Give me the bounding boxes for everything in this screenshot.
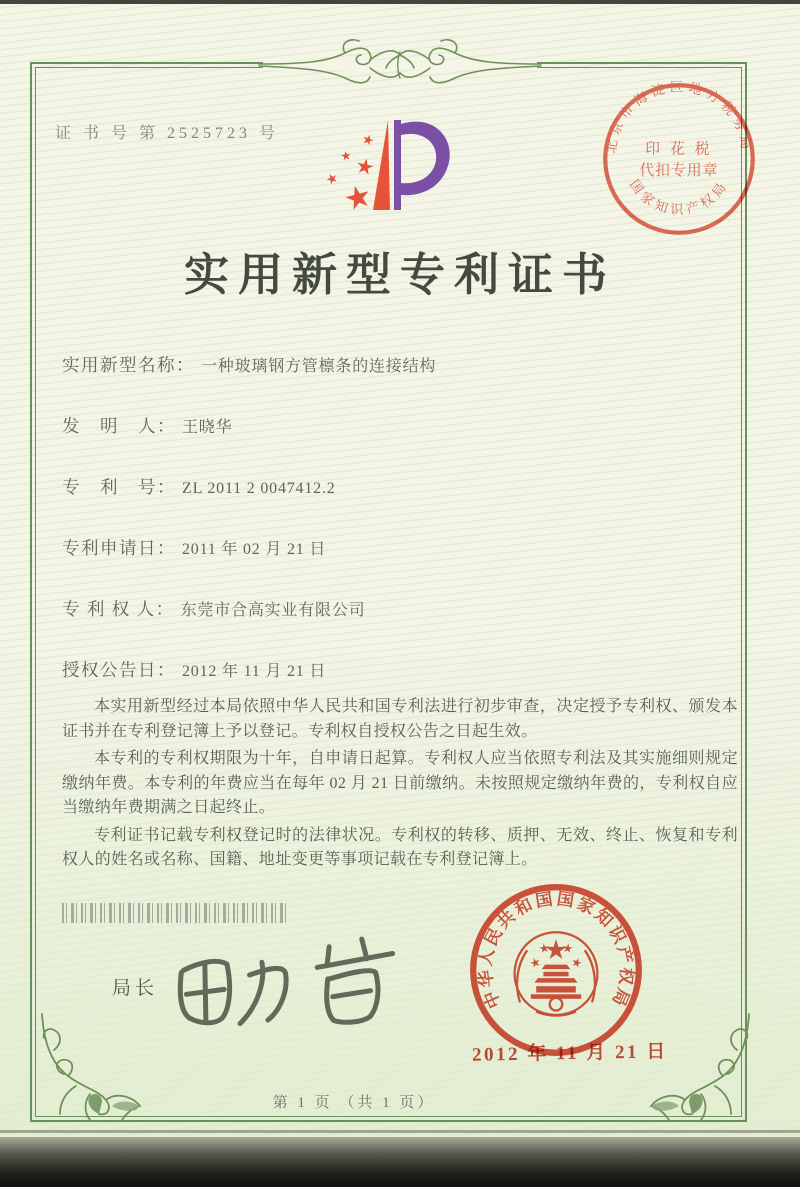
field-value: 2012 年 11 月 21 日	[182, 663, 327, 680]
field-value: 王晓华	[182, 419, 233, 436]
tax-stamp-center-line2: 代扣专用章	[639, 162, 719, 179]
field-row-name	[62, 352, 722, 376]
scan-edge-bottom	[0, 1137, 800, 1187]
field-value: 东莞市合高实业有限公司	[180, 602, 366, 619]
svg-text:国家知识产权局	[627, 177, 731, 217]
logo-purple-p	[394, 120, 450, 210]
scan-edge-top	[0, 0, 800, 4]
field-value: 2011 年 02 月 21 日	[182, 541, 327, 558]
paragraph-grant: 本实用新型经过本局依照中华人民共和国专利法进行初步审查，决定授予专利权、颁发本证书并在专利登记簿上予以登记。专利权自授权公告之日起生效。	[62, 698, 738, 740]
field-label: 专利申请日：	[62, 538, 176, 558]
field-row-patent-no	[62, 474, 722, 498]
certificate-title: 实用新型专利证书	[183, 250, 616, 300]
field-label: 实用新型名称：	[62, 355, 195, 375]
tax-stamp-bottom-text: 国家知识产权局	[626, 176, 732, 218]
certificate-fields	[62, 352, 722, 718]
tax-stamp-seal	[600, 80, 758, 238]
border-ornament-top	[253, 38, 547, 90]
director-title-label: 局长	[112, 978, 159, 999]
national-emblem	[515, 932, 598, 1015]
field-row-grant-date	[62, 657, 722, 681]
barcode	[62, 903, 288, 923]
field-label: 发 明 人：	[62, 416, 176, 436]
seal-ring-text: 中华人民共和国国家知识产权局	[475, 889, 637, 1012]
cnipa-logo	[312, 110, 472, 222]
tax-stamp-top-text: 北京市海淀区地方税务局	[603, 80, 755, 155]
field-value: 一种玻璃钢方管檩条的连接结构	[201, 358, 437, 375]
field-label: 授权公告日：	[62, 660, 176, 680]
field-label: 专 利 权 人：	[62, 599, 175, 619]
seal-date: 2012 年 11 月 21 日	[471, 1041, 668, 1066]
page-number-footer: 第 1 页 （共 1 页）	[272, 1095, 436, 1111]
paper-edge-line	[0, 1130, 800, 1133]
field-row-patentee	[62, 596, 722, 620]
paragraph-register: 专利证书记载专利权登记时的法律状况。专利权的转移、质押、无效、终止、恢复和专利权人的姓名或名称、国籍、地址变更等事项记载在专利登记簿上。	[62, 826, 738, 868]
director-signature	[165, 926, 410, 1040]
paragraph-term-fees: 本专利的专利权期限为十年，自申请日起算。专利权人应当依照专利法及其实施细则规定缴纳年费。本专利的年费应当在每年 02 月 21 日前缴纳。未按照规定缴纳年费的，专利权自应当缴纳年费期满之日起终止。	[62, 750, 738, 816]
field-label: 专 利 号：	[62, 477, 176, 497]
logo-stars	[325, 133, 375, 211]
body-paragraphs	[62, 695, 738, 876]
field-row-filing-date	[62, 535, 722, 559]
cnipa-official-seal	[466, 880, 646, 1060]
field-value: ZL 2011 2 0047412.2	[182, 480, 336, 497]
tax-stamp-center-line1: 印 花 税	[645, 141, 713, 158]
certificate-number: 证 书 号 第 2525723 号	[55, 125, 280, 142]
logo-red-cone	[373, 120, 390, 210]
field-row-inventor	[62, 413, 722, 437]
